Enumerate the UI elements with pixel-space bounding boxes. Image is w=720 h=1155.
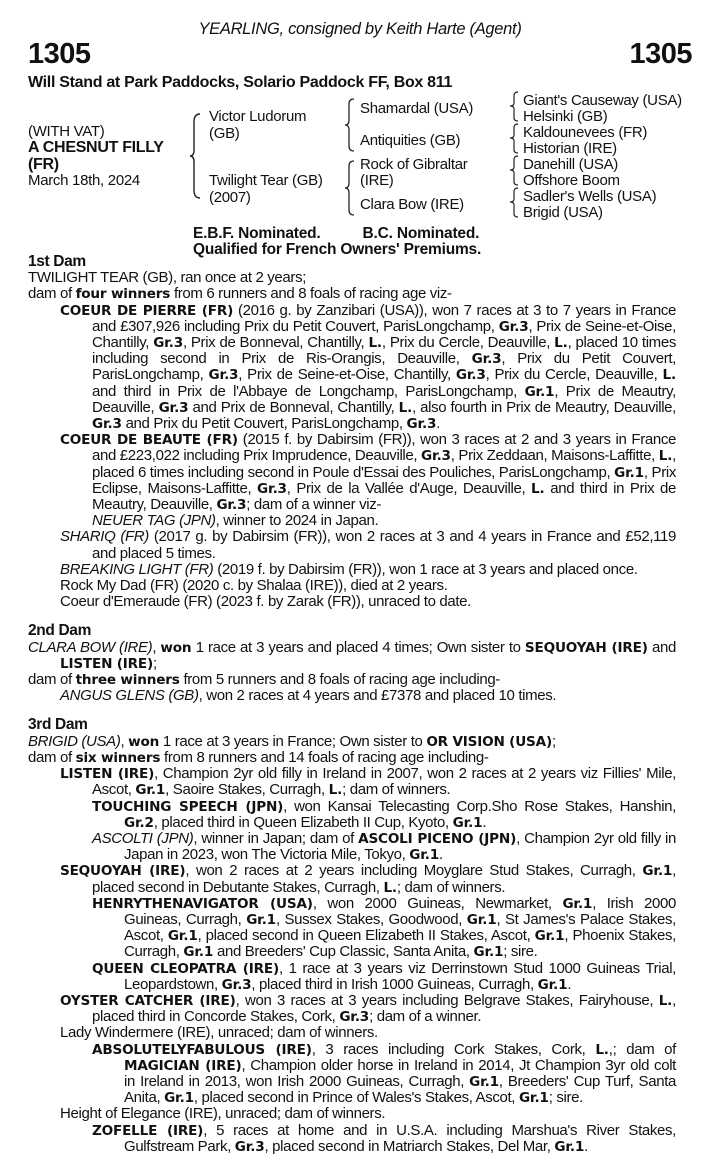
- pedigree-entry: [28, 766, 676, 798]
- section-gap: [28, 704, 676, 717]
- bold-text: L.: [658, 992, 673, 1009]
- bold-text: Gr.1: [469, 1073, 499, 1090]
- text: ,: [152, 638, 161, 656]
- bold-text: Gr.3: [421, 448, 451, 465]
- bold-text: LISTEN (IRE): [60, 655, 154, 672]
- bold-text: Gr.3: [216, 497, 247, 514]
- bold-text: ASCOLI PICENO (JPN): [358, 830, 517, 847]
- pedigree-entry: [28, 1025, 676, 1041]
- bold-text: TOUCHING SPEECH (JPN): [92, 798, 284, 815]
- text: and Breeders' Cup Classic, Santa Anita,: [213, 943, 474, 961]
- bold-text: Gr.1: [466, 911, 497, 928]
- catalogue-body: [28, 254, 676, 1155]
- bold-text: Gr.1: [524, 383, 555, 400]
- bold-text: Gr.1: [473, 944, 504, 961]
- text: , winner in Japan; dam of: [193, 829, 359, 847]
- text: and Prix du Petit Couvert, ParisLongchamp,: [121, 415, 407, 433]
- italic-text: ASCOLTI (JPN): [92, 829, 194, 847]
- bold-text: MAGICIAN (IRE): [124, 1057, 242, 1074]
- bold-text: Gr.3: [257, 480, 287, 497]
- text: , also fourth in Prix de Meautry, Deauville,: [412, 398, 676, 416]
- text: , St James's Palace Stakes, Ascot,: [124, 910, 677, 945]
- bold-text: QUEEN CLEOPATRA (IRE): [92, 960, 279, 977]
- text: .: [482, 813, 487, 831]
- section-title: 2nd Dam: [28, 622, 92, 640]
- text: , Prix du Cercle, Deauville,: [485, 366, 663, 384]
- text: , Prix de la Vallée d'Auge, Deauville,: [286, 479, 532, 497]
- bold-text: Gr.1: [246, 911, 276, 928]
- bold-text: HENRYTHENAVIGATOR (USA): [92, 895, 313, 912]
- text: , Prix du Petit Couvert, ParisLongchamp,: [92, 350, 676, 384]
- pedigree-entry: [28, 799, 676, 831]
- text: , winner to 2024 in Japan.: [215, 512, 379, 530]
- bold-text: Gr.1: [167, 928, 198, 945]
- pedigree-entry: [28, 286, 676, 302]
- text: dam of: [28, 285, 76, 303]
- sire-brace: [343, 97, 357, 153]
- brace-ggp-1: [507, 91, 521, 123]
- pedigree-entry: [28, 562, 676, 578]
- lot-number-left: 1305: [28, 38, 91, 70]
- text: , Prix de Meautry, Deauville,: [92, 382, 676, 416]
- text: 1 race at 3 years in France; Own sister to: [159, 732, 427, 750]
- bold-text: Gr.3: [153, 335, 183, 352]
- bold-text: Gr.3: [471, 351, 502, 368]
- bold-text: OYSTER CATCHER (IRE): [60, 992, 236, 1009]
- pedigree-entry: [28, 432, 676, 513]
- bold-text: Gr.1: [183, 944, 214, 961]
- pedigree-entry: [28, 993, 676, 1025]
- bold-text: Gr.3: [158, 399, 189, 416]
- subject-dob: March 18th, 2024: [28, 172, 140, 189]
- pedigree-entry: [28, 734, 676, 750]
- bold-text: L.: [398, 399, 413, 416]
- bold-text: L.: [383, 879, 397, 896]
- grandsire-maternal-country: (IRE): [360, 172, 394, 189]
- dam-year: (2007): [209, 189, 251, 206]
- text: ; dam of winners.: [342, 781, 451, 799]
- text: dam of: [28, 748, 76, 766]
- great-grandparent: Kaldounevees (FR): [523, 124, 648, 141]
- text: , placed second in Prince of Wales's Stakes, Ascot,: [193, 1089, 519, 1107]
- pedigree-entry: [28, 529, 676, 561]
- pedigree-entry: [28, 672, 676, 688]
- text: ; dam of winners.: [396, 878, 506, 896]
- dam-brace: [343, 159, 357, 217]
- text: , won 3 races at 3 years including Belgrave Stakes, Fairyhouse,: [235, 991, 659, 1009]
- text: from 6 runners and 8 foals of racing age viz-: [170, 285, 452, 303]
- text: , Prix de Seine-et-Oise, Chantilly,: [92, 317, 676, 352]
- text: , 5 races at home and in U.S.A. including Marshua's River Stakes, Gulfstream Park,: [124, 1121, 677, 1155]
- text: , placed second in Matriarch Stakes, Del Mar,: [264, 1137, 555, 1155]
- text: and: [647, 638, 677, 656]
- text: , Champion older horse in Ireland in 2014, Jt Champion 3yr old colt in Ireland in 2013, won Irish 2000 Guineas, Curragh,: [124, 1056, 676, 1090]
- sire-country: (GB): [209, 125, 240, 142]
- great-grandparent: Sadler's Wells (USA): [523, 188, 657, 205]
- text: from 5 runners and 8 foals of racing age including-: [179, 671, 500, 689]
- brace-ggp-2: [507, 123, 521, 155]
- subject-name: [28, 139, 164, 156]
- text: , Saoire Stakes, Curragh,: [165, 781, 329, 799]
- bold-text: SEQUOYAH (IRE): [60, 863, 186, 880]
- text: ,; dam of: [608, 1040, 676, 1058]
- text: , Irish 2000 Guineas, Curragh,: [124, 894, 676, 928]
- section-title: 3rd Dam: [28, 716, 88, 734]
- pedigree-brace-main: [188, 112, 204, 200]
- lot-number-right: 1305: [629, 38, 692, 70]
- bold-text: Gr.3: [208, 367, 239, 384]
- pedigree-entry: [28, 863, 676, 895]
- text: , placed third in Irish 1000 Guineas, Curragh,: [251, 975, 538, 993]
- french-premiums: Qualified for French Owners' Premiums.: [193, 241, 482, 258]
- bold-text: L.: [595, 1041, 609, 1058]
- italic-text: BREAKING LIGHT (FR): [60, 560, 214, 578]
- bold-text: L.: [554, 335, 568, 352]
- text: , won 2 races at 2 years including Moyglare Stud Stakes, Curragh,: [185, 862, 643, 880]
- text: Lady Windermere (IRE), unraced; dam of winners.: [60, 1024, 378, 1042]
- section-title: 1st Dam: [28, 253, 86, 270]
- granddam-paternal: Antiquities (GB): [360, 132, 461, 149]
- pedigree-entry: [28, 688, 676, 704]
- text: .: [439, 846, 443, 864]
- bold-text: won: [128, 733, 160, 750]
- bold-text: Gr.2: [124, 814, 154, 831]
- great-grandparent: Danehill (USA): [523, 156, 618, 173]
- pedigree-entry: [28, 1123, 676, 1155]
- pedigree-entry: [28, 961, 676, 993]
- text: .: [436, 415, 441, 433]
- text: , placed second in Queen Elizabeth II Stakes, Ascot,: [197, 927, 535, 945]
- text: (2015 f. by Dabirsim (FR)), won 3 races at 2 and 3 years in France and £223,022 including Prix Imprudence, Deauville,: [92, 431, 676, 465]
- bold-text: COEUR DE BEAUTE (FR): [60, 432, 238, 449]
- bold-text: L.: [368, 335, 382, 352]
- text: .: [567, 975, 572, 993]
- bold-text: Gr.1: [409, 847, 440, 864]
- bold-text: L.: [658, 448, 673, 465]
- bold-text: three winners: [75, 672, 180, 689]
- bold-text: L.: [531, 480, 545, 497]
- great-grandparent: Offshore Boom: [523, 172, 620, 189]
- bold-text: ABSOLUTELYFABULOUS (IRE): [92, 1041, 312, 1058]
- italic-text: ANGUS GLENS (GB): [60, 687, 199, 705]
- bold-text: Gr.1: [537, 976, 568, 993]
- stand-location: Will Stand at Park Paddocks, Solario Paddock FF, Box 811: [28, 74, 453, 91]
- text: (2019 f. by Dabirsim (FR)), won 1 race at 3 years and placed once.: [213, 560, 638, 578]
- text: , placed third in Concorde Stakes, Cork,: [92, 991, 676, 1026]
- text: , won Kansai Telecasting Corp.Sho Rose Stakes, Hanshin,: [283, 797, 676, 815]
- section-gap: [28, 610, 676, 623]
- text: , Sussex Stakes, Goodwood,: [275, 910, 467, 928]
- text: dam of: [28, 671, 76, 689]
- bold-text: Gr.1: [614, 464, 644, 481]
- text: and third in Prix de Meautry, Deauville,: [92, 479, 676, 514]
- bold-text: Gr.1: [135, 782, 166, 799]
- bold-text: Gr.1: [554, 1138, 585, 1155]
- subject-name-line1: A CHESNUT FILLY: [28, 139, 164, 156]
- bold-text: Gr.3: [234, 1138, 265, 1155]
- bold-text: Gr.1: [164, 1090, 194, 1107]
- subject-country: [28, 156, 59, 173]
- text: , 3 races including Cork Stakes, Cork,: [311, 1040, 596, 1058]
- text: , 1 race at 3 years viz Derrinstown Stud 1000 Guineas Trial, Leopardstown,: [124, 959, 676, 993]
- bold-text: ZOFELLE (IRE): [92, 1122, 204, 1139]
- text: , placed second in Debutante Stakes, Curragh,: [92, 862, 676, 896]
- text: , Champion 2yr old filly in Ireland in 2007, won 2 races at 2 years viz Fillies' Mile, Ascot,: [92, 765, 676, 799]
- text: , Prix du Cercle, Deauville,: [381, 334, 555, 352]
- pedigree-entry: [28, 640, 676, 672]
- bold-text: Gr.3: [339, 1009, 370, 1026]
- bold-text: L.: [662, 367, 676, 384]
- brace-ggp-4: [507, 187, 521, 219]
- italic-text: CLARA BOW (IRE): [28, 638, 153, 656]
- text: (2017 g. by Dabirsim (FR)), won 2 races at 3 and 4 years in France and £52,119 and placed 5 times.: [92, 528, 676, 562]
- italic-text: BRIGID (USA): [28, 732, 121, 750]
- bold-text: Gr.1: [562, 895, 593, 912]
- text: ;: [551, 732, 556, 750]
- great-grandparent: Giant's Causeway (USA): [523, 92, 682, 109]
- text: , placed third in Queen Elizabeth II Cup, Kyoto,: [153, 813, 453, 831]
- text: , Phoenix Stakes, Curragh,: [124, 927, 677, 961]
- pedigree-entry: [28, 1106, 676, 1122]
- text: ; dam of a winner.: [369, 1008, 482, 1026]
- text: TWILIGHT TEAR (GB), ran once at 2 years;: [28, 269, 307, 287]
- subject-name-line2: (FR): [28, 156, 59, 173]
- text: , Prix de Bonneval, Chantilly,: [182, 334, 369, 352]
- pedigree-entry: [28, 513, 676, 529]
- text: and third in Prix de l'Abbaye de Longchamp, ParisLongchamp,: [92, 382, 525, 400]
- brace-ggp-3: [507, 155, 521, 187]
- bold-text: L.: [328, 782, 343, 799]
- text: Coeur d'Emeraude (FR) (2023 f. by Zarak (FR)), unraced to date.: [60, 593, 471, 611]
- bold-text: Gr.3: [221, 976, 252, 993]
- bold-text: Gr.3: [498, 318, 529, 335]
- text: , placed 6 times including second in Poule d'Essai des Pouliches, ParisLongchamp,: [92, 447, 676, 481]
- bold-text: SEQUOYAH (IRE): [524, 639, 648, 656]
- great-grandparent: Helsinki (GB): [523, 108, 608, 125]
- bc-nomination: B.C. Nominated.: [362, 225, 480, 242]
- grandsire-paternal: Shamardal (USA): [360, 100, 474, 117]
- text: , Prix Zeddaan, Maisons-Laffitte,: [450, 447, 659, 465]
- great-grandparent: Historian (IRE): [523, 140, 617, 157]
- subject-vat: (WITH VAT): [28, 123, 105, 140]
- text: (2016 g. by Zanzibari (USA)), won 7 races at 3 to 7 years in France and £307,926 including Prix du Petit Couvert, ParisLongchamp,: [92, 301, 676, 335]
- bold-text: won: [160, 639, 192, 656]
- bold-text: Gr.1: [534, 928, 565, 945]
- consignor-line: YEARLING, consigned by Keith Harte (Agent): [198, 20, 522, 38]
- pedigree-entry: [28, 578, 676, 594]
- bold-text: OR VISION (USA): [426, 733, 552, 750]
- text: 1 race at 3 years and placed 4 times; Own sister to: [191, 638, 525, 656]
- pedigree-entry: [28, 831, 676, 863]
- pedigree-entry: [28, 270, 676, 286]
- great-grandparent: Brigid (USA): [523, 204, 603, 221]
- bold-text: COEUR DE PIERRE (FR): [60, 302, 234, 319]
- grandsire-maternal: Rock of Gibraltar: [360, 156, 468, 173]
- bold-text: Gr.1: [452, 814, 483, 831]
- text: ; sire.: [548, 1089, 583, 1107]
- text: Height of Elegance (IRE), unraced; dam of winners.: [60, 1105, 386, 1123]
- text: ; dam of a winner viz-: [246, 496, 382, 514]
- bold-text: Gr.3: [92, 416, 122, 433]
- granddam-maternal: Clara Bow (IRE): [360, 196, 464, 213]
- pedigree-entry: [28, 303, 676, 433]
- text: , placed 10 times including second in Prix de Ris-Orangis, Deauville,: [92, 334, 676, 368]
- text: , Champion 2yr old filly in Japan in 2023, won The Victoria Mile, Tokyo,: [124, 829, 676, 864]
- bold-text: LISTEN (IRE): [60, 766, 155, 783]
- italic-text: SHARIQ (FR): [60, 528, 149, 546]
- text: .: [584, 1137, 588, 1155]
- bold-text: Gr.3: [455, 367, 486, 384]
- bold-text: four winners: [75, 286, 171, 303]
- text: , won 2 races at 4 years and £7378 and placed 10 times.: [198, 687, 557, 705]
- text: ;: [153, 654, 157, 672]
- sire-name: Victor Ludorum: [209, 108, 307, 125]
- text: and Prix de Bonneval, Chantilly,: [188, 398, 399, 416]
- text: Rock My Dad (FR) (2020 c. by Shalaa (IRE)), died at 2 years.: [60, 577, 448, 595]
- pedigree-entry: [28, 750, 676, 766]
- bold-text: Gr.1: [642, 863, 673, 880]
- text: from 8 runners and 14 foals of racing age including-: [160, 748, 489, 766]
- text: ; sire.: [503, 943, 538, 961]
- dam-name: Twilight Tear (GB): [209, 172, 323, 189]
- pedigree-entry: [28, 594, 676, 610]
- text: , Breeders' Cup Turf, Santa Anita,: [124, 1072, 677, 1107]
- text: , won 2000 Guineas, Newmarket,: [312, 894, 563, 912]
- bold-text: Gr.3: [406, 416, 437, 433]
- text: , Prix de Seine-et-Oise, Chantilly,: [238, 366, 456, 384]
- text: ,: [120, 732, 129, 750]
- pedigree-entry: [28, 1042, 676, 1107]
- text: , Prix Eclipse, Maisons-Laffitte,: [92, 463, 676, 497]
- italic-text: NEUER TAG (JPN): [92, 512, 216, 530]
- pedigree-entry: [28, 896, 676, 961]
- bold-text: six winners: [75, 749, 161, 766]
- bold-text: Gr.1: [518, 1090, 549, 1107]
- ebf-nomination: E.B.F. Nominated.: [193, 225, 321, 242]
